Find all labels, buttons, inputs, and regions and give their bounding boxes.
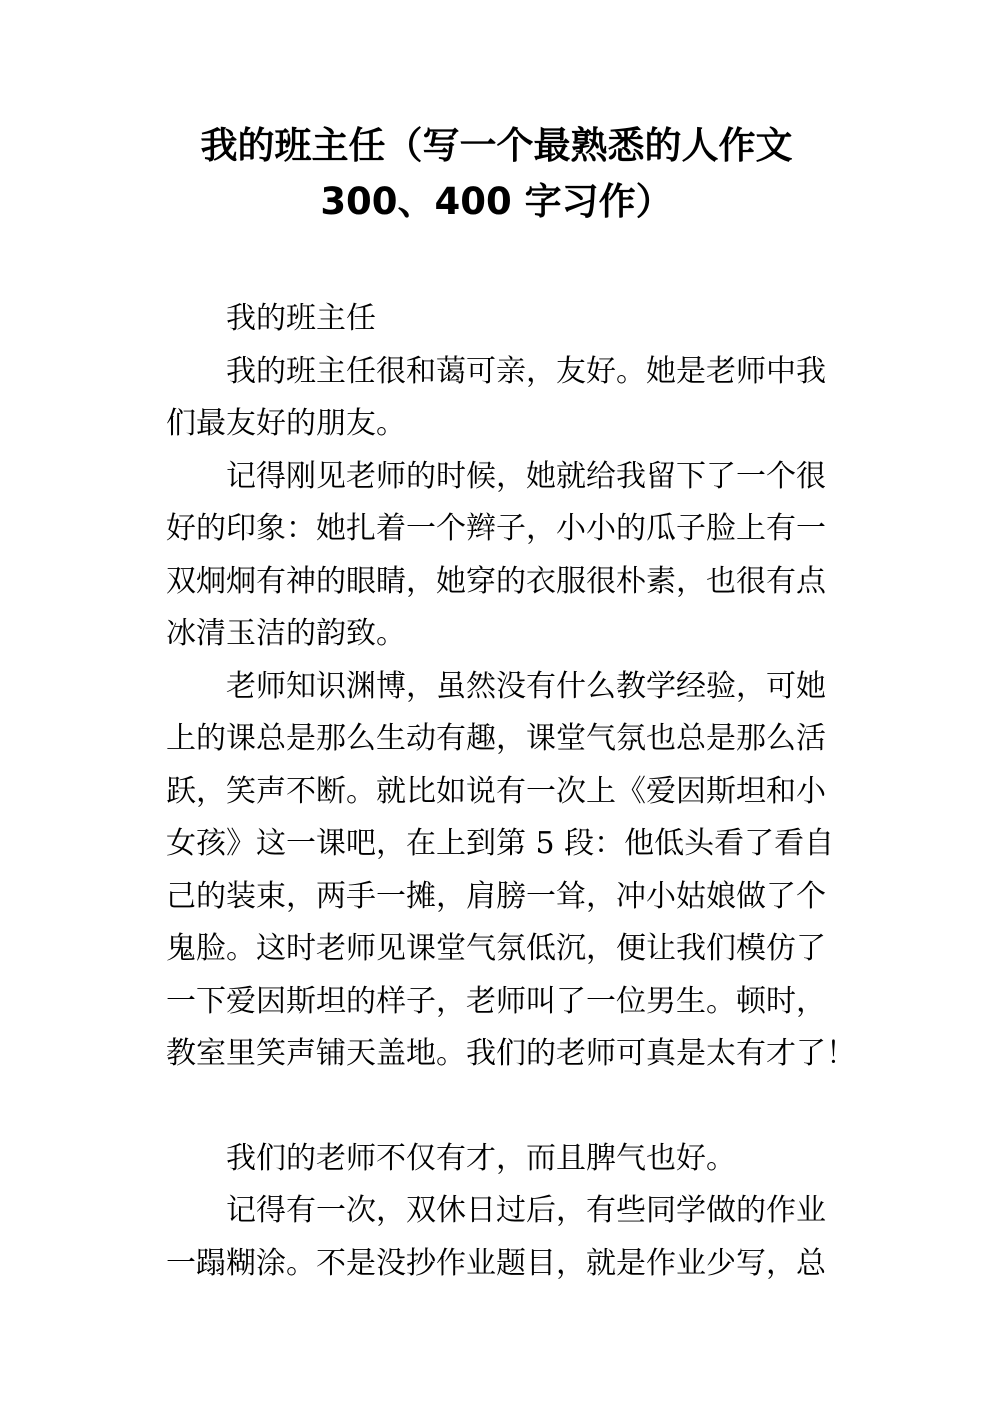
paragraph-line: 己的装束，两手一摊，肩膀一耸，冲小姑娘做了个 xyxy=(166,878,826,914)
paragraph-line: 我的班主任很和蔼可亲，友好。她是老师中我 xyxy=(226,353,826,389)
paragraph xyxy=(166,1185,834,1290)
paragraph-line: 一下爱因斯坦的样子，老师叫了一位男生。顿时， xyxy=(166,983,826,1019)
paragraph-line: 们最友好的朋友。 xyxy=(166,406,406,441)
title-line-1: 我的班主任（写一个最熟悉的人作文 xyxy=(200,124,793,167)
paragraph xyxy=(166,661,856,1081)
paragraph-line: 冰清玉洁的韵致。 xyxy=(166,616,406,651)
page-title xyxy=(120,118,873,230)
paragraph-line: 记得刚见老师的时候，她就给我留下了一个很 xyxy=(226,458,826,494)
paragraph-line: 记得有一次，双休日过后，有些同学做的作业 xyxy=(226,1193,826,1228)
paragraph xyxy=(166,451,834,661)
title-line-2: 300、400 字习作） xyxy=(320,180,673,223)
paragraph xyxy=(166,346,834,451)
paragraph-line: 教室里笑声铺天盖地。我们的老师可真是太有才了！ xyxy=(166,1036,856,1071)
paragraph-line: 鬼脸。这时老师见课堂气氛低沉，便让我们模仿了 xyxy=(166,931,826,966)
paragraph-line: 双炯炯有神的眼睛，她穿的衣服很朴素，也很有点 xyxy=(166,563,826,599)
paragraph-heading xyxy=(166,293,834,346)
paragraph-line: 一蹋糊涂。不是没抄作业题目，就是作业少写，总 xyxy=(166,1245,826,1281)
document-body xyxy=(166,293,856,1290)
paragraph-line: 跃，笑声不断。就比如说有一次上《爱因斯坦和小 xyxy=(166,773,826,809)
paragraph-line: 我们的老师不仅有才，而且脾气也好。 xyxy=(226,1140,736,1176)
paragraph xyxy=(166,1133,834,1186)
paragraph-line: 好的印象：她扎着一个辫子，小小的瓜子脸上有一 xyxy=(166,511,826,546)
paragraph-line: 女孩》这一课吧，在上到第 5 段：他低头看了看自 xyxy=(166,826,835,861)
paragraph-line: 我的班主任 xyxy=(226,301,376,336)
paragraph-line: 老师知识渊博，虽然没有什么教学经验，可她 xyxy=(226,668,826,704)
paragraph-gap xyxy=(166,1081,834,1133)
paragraph-line: 上的课总是那么生动有趣，课堂气氛也总是那么活 xyxy=(166,721,826,756)
